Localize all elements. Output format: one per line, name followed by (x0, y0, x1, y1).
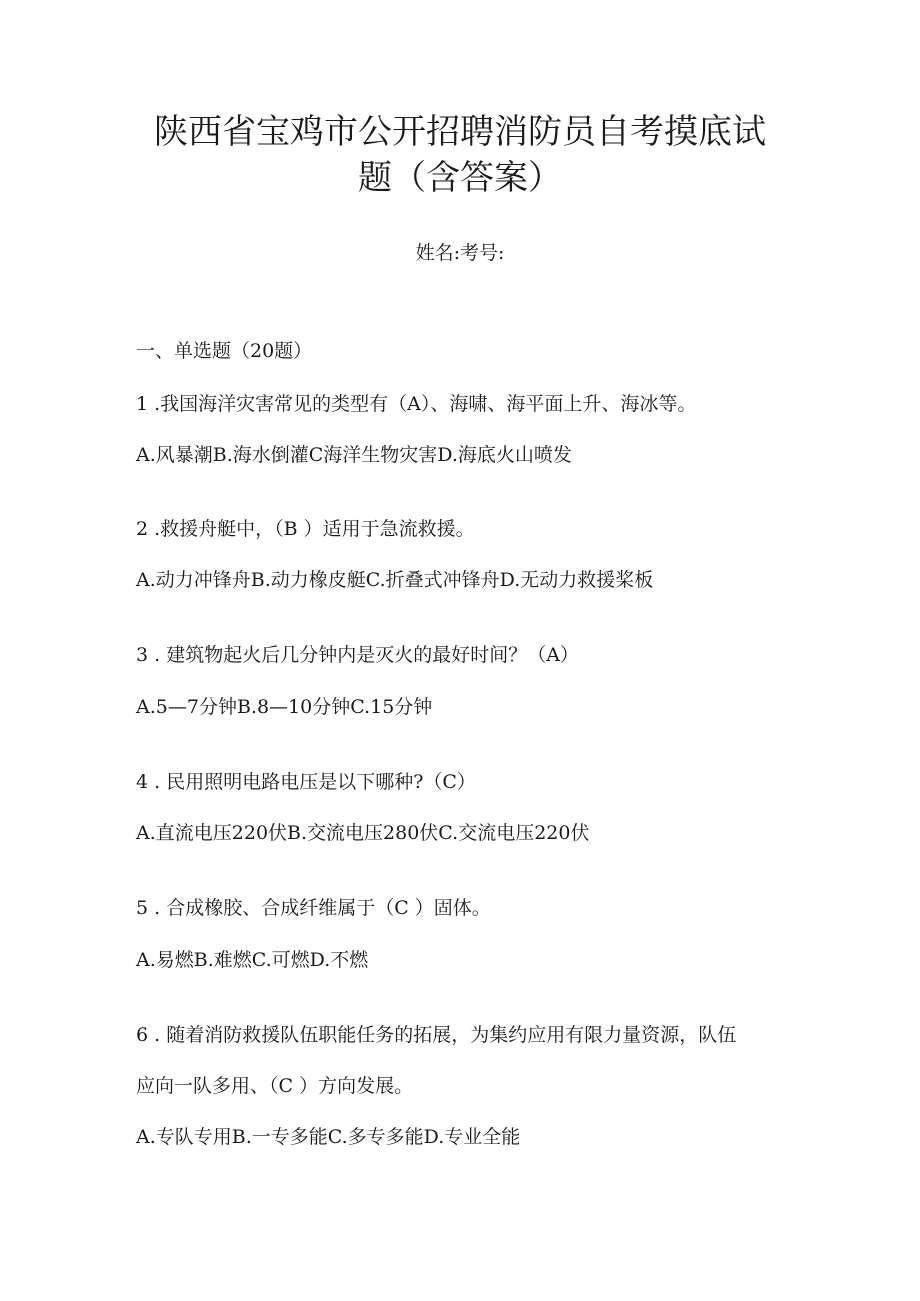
question-6-options: A.专队专用B.一专多能C.多专多能D.专业全能 (136, 1126, 521, 1148)
name-exam-number-line: 姓名:考号: (415, 242, 505, 264)
question-1-stem: 1 .我国海洋灾害常见的类型有（A）、海啸、海平面上升、海冰等。 (136, 393, 697, 415)
question-3-stem: 3 . 建筑物起火后几分钟内是灭火的最好时间？（A） (136, 644, 579, 666)
question-5-stem: 5 . 合成橡胶、合成纤维属于（C ）固体。 (136, 897, 491, 919)
question-1-options: A.风暴潮B.海水倒灌C海洋生物灾害D.海底火山喷发 (136, 444, 572, 466)
question-6-stem-line2: 应向一队多用、（C ）方向发展。 (136, 1075, 414, 1097)
question-2-stem: 2 .救援舟艇中，（B ）适用于急流救援。 (136, 518, 475, 540)
question-4-stem: 4 . 民用照明电路电压是以下哪种?（C） (136, 771, 476, 793)
question-6-stem-line1: 6 . 随着消防救援队伍职能任务的拓展，为集约应用有限力量资源，队伍 (136, 1024, 737, 1046)
document-title-line1: 陕西省宝鸡市公开招聘消防员自考摸底试 (154, 112, 766, 152)
question-5-options: A.易燃B.难燃C.可燃D.不燃 (136, 949, 369, 971)
question-3-options: A.5—7分钟B.8—10分钟C.15分钟 (136, 696, 433, 718)
question-4-options: A.直流电压220伏B.交流电压280伏C.交流电压220伏 (136, 822, 590, 844)
question-2-options: A.动力冲锋舟B.动力橡皮艇C.折叠式冲锋舟D.无动力救援桨板 (136, 569, 654, 591)
section-heading: 一、单选题（20题） (136, 340, 313, 362)
document-title-line2: 题（含答案） (358, 158, 562, 198)
